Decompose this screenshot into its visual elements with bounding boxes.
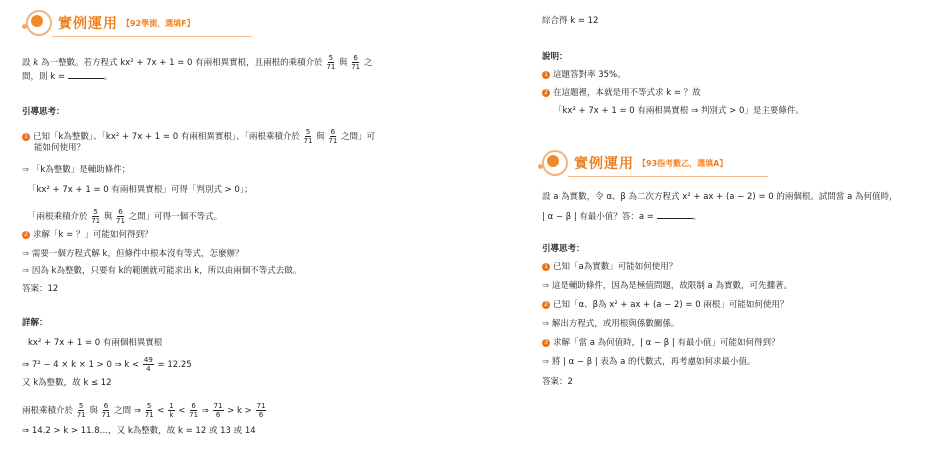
- solution-line-2: ⇒ 7² − 4 × k × 1 > 0 ⇒ k < $\frac{49}{4}$ = 12.25: [22, 356, 192, 373]
- note-title: 說明：: [542, 52, 568, 62]
- bullet-1-icon: 1: [542, 71, 550, 79]
- solution-line-5: ⇒ 14.2 > k > 11.8…，又 k為整數，故 k = 12 或 13 或 14: [22, 426, 256, 436]
- bullet-2-icon: 2: [542, 89, 550, 97]
- solution-line-1: kx² + 7x + 1 = 0 有兩個相異實根: [28, 338, 163, 348]
- answer-blank: [657, 210, 693, 219]
- heading-rule: [568, 176, 768, 177]
- guide2-line-4: ⇒ 解出方程式，或用根與係數關係。: [542, 319, 680, 329]
- guide-question-2: 2 求解「k = ？」可能如何得到？: [22, 230, 152, 241]
- orange-target-icon: [542, 150, 568, 176]
- bullet-2-icon: 2: [22, 231, 30, 239]
- fraction: $\frac{5}{71}$: [326, 54, 336, 71]
- note-line-3: 「kx² + 7x + 1 = 0 有兩相異實根 ⇒ 判別式 > 0」是主要條件。: [554, 106, 804, 116]
- guide-answer-3: 「兩根乘積介於 $\frac{5}{71}$ 與 $\frac{6}{71}$ 之間」可得一個不等式。: [28, 208, 223, 225]
- note-line-2: 2 在這題裡，本就是用不等式求 k = ？故: [542, 88, 701, 99]
- problem-line-2: 間，則 k = 。: [22, 72, 113, 82]
- guide2-title: 引導思考：: [542, 244, 585, 254]
- arrow-icon: ⇒: [542, 281, 552, 291]
- note-line-1: 1 這題答對率 35%。: [542, 70, 626, 81]
- heading-tag: 【93指考數乙，選填A】: [638, 158, 728, 168]
- guide-answer-4: ⇒ 需要一個方程式解 k，但條件中根本沒有等式，怎麼辦？: [22, 249, 244, 259]
- guide-answer-5: ⇒ 因為 k為整數，只要有 k的範圍就可能求出 k，所以由兩個不等式去做。: [22, 266, 302, 276]
- solution-line-3: 又 k為整數，故 k ≤ 12: [22, 378, 112, 388]
- solution-title: 詳解：: [22, 318, 48, 328]
- heading-title: 實例運用: [58, 16, 118, 32]
- problem2-line-1: 設 a 為實數，令 α、β 為二次方程式 x² + ax + (a − 2) = 0 的兩個根。試問當 a 為何值時，: [542, 192, 898, 202]
- answer2-text: 答案：2: [542, 377, 573, 387]
- guide2-line-1: 1 已知「a為實數」可能如何使用？: [542, 262, 677, 273]
- guide-question-1-cont: 能如何使用？: [34, 143, 86, 153]
- bullet-2-icon: 2: [542, 301, 550, 309]
- heading-tag: 【92學測，選填F】: [122, 18, 195, 28]
- problem-line-1: 設 k 為一整數。若方程式 kx² + 7x + 1 = 0 有兩相異實根，且兩根的乘積介於 $\frac{5}{71}$ 與 $\frac{6}{71}$ 之: [22, 54, 373, 71]
- guide2-line-6: ⇒ 將 | α − β | 表為 a 的代數式，再考慮如何求最小值。: [542, 357, 756, 367]
- arrow-icon: ⇒: [22, 266, 32, 276]
- orange-target-icon: [26, 10, 52, 36]
- arrow-icon: ⇒: [22, 165, 32, 175]
- heading-rule: [52, 36, 252, 37]
- example-heading-2: [542, 150, 727, 176]
- combined-result: 綜合得 k = 12: [542, 16, 599, 26]
- answer-blank: [68, 70, 104, 79]
- answer-text: 答案：12: [22, 284, 59, 294]
- solution-line-4: 兩根乘積介於 $\frac{5}{71}$ 與 $\frac{6}{71}$ 之間 ⇒ $\frac{5}{71}$ < $\frac{1}{k}$ < $\frac{6}{71}$ ⇒ $\frac{71}{6}$ > k > $\frac{71}{6}$: [22, 402, 266, 419]
- bullet-1-icon: 1: [22, 133, 30, 141]
- guide2-line-2: ⇒ 這是輔助條件，因為是極值問題，故限制 a 為實數，可先擱著。: [542, 281, 792, 291]
- arrow-icon: ⇒: [542, 319, 552, 329]
- example-heading-1: [26, 10, 195, 36]
- bullet-1-icon: 1: [542, 263, 550, 271]
- guide-question-1: 1 已知「k為整數」、「kx² + 7x + 1 = 0 有兩相異實根」、「兩根乘積介於 $\frac{5}{71}$ 與 $\frac{6}{71}$ 之間」可: [22, 128, 375, 145]
- guide-title: 引導思考：: [22, 107, 65, 117]
- guide2-line-5: 3 求解「當 a 為何值時，| α − β | 有最小值」可能如何得到？: [542, 338, 780, 349]
- guide-answer-2: 「kx² + 7x + 1 = 0 有兩相異實根」可得「判別式 > 0」；: [28, 185, 253, 195]
- arrow-icon: ⇒: [22, 249, 32, 259]
- problem2-line-2: | α − β | 有最小值？答：a = 。: [542, 212, 702, 222]
- arrow-icon: ⇒: [542, 357, 552, 367]
- fraction: $\frac{6}{71}$: [351, 54, 361, 71]
- heading-title: 實例運用: [574, 156, 634, 172]
- guide2-line-3: 2 已知「α、β為 x² + ax + (a − 2) = 0 兩根」可能如何使用？: [542, 300, 788, 311]
- guide-answer-1: ⇒ 「k為整數」是輔助條件；: [22, 165, 131, 175]
- bullet-3-icon: 3: [542, 339, 550, 347]
